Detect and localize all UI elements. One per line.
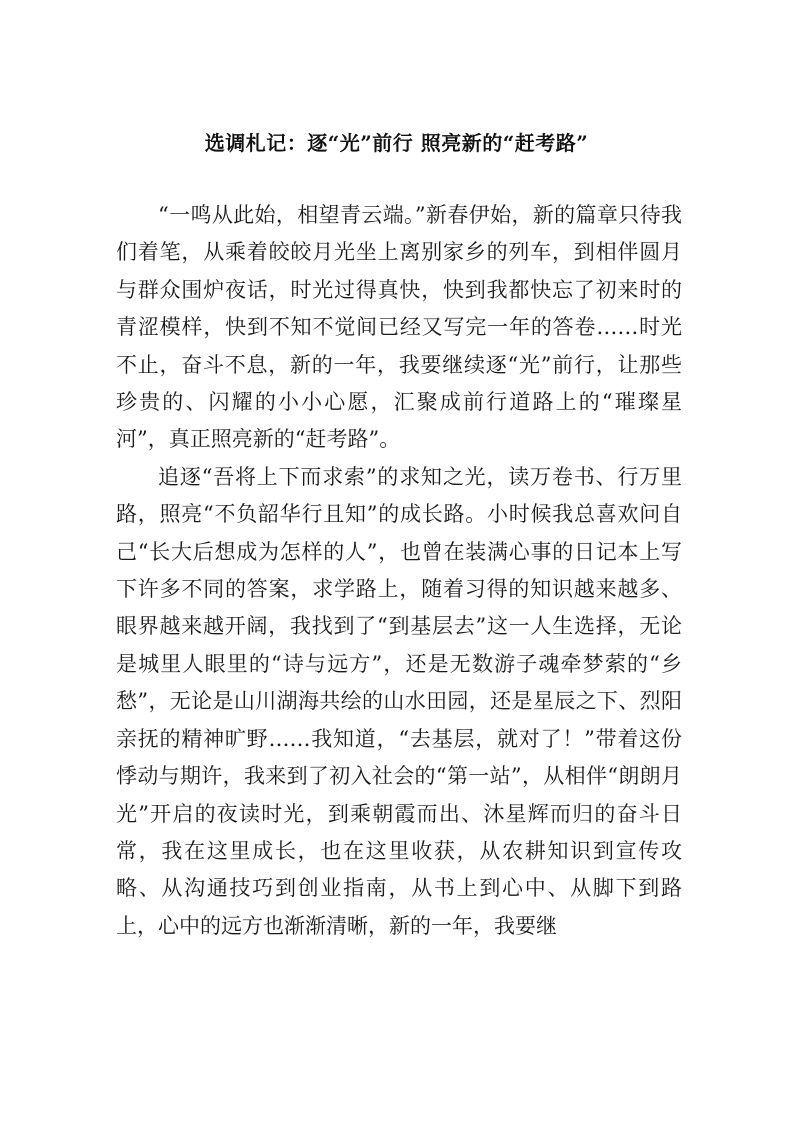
paragraph-2: 追逐“吾将上下而求索”的求知之光，读万卷书、行万里路，照亮“不负韶华行且知”的成长路。小时候我总喜欢问自己“长大后想成为怎样的人”，也曾在装满心事的日记本上写下许多不同的答案，求学路上，随着习得的知识越来越多、眼界越来越开阔，我找到了“到基层去”这一人生选择，无论是城里人眼里的“诗与远方”，还是无数游子魂牵梦萦的“乡愁”，无论是山川湖海共绘的山水田园，还是星辰之下、烈阳亲抚的精神旷野……我知道，“去基层，就对了！”带着这份悸动与期许，我来到了初入社会的“第一站”，从相伴“朗朗月光”开启的夜读时光，到乘朝霞而出、沐星辉而归的奋斗日常，我在这里成长，也在这里收获，从农耕知识到宣传攻略、从沟通技巧到创业指南，从书上到心中、从脚下到路上，心中的远方也渐渐清晰，新的一年，我要继: [116, 464, 682, 938]
document-title: 选调札记：逐“光”前行 照亮新的“赶考路”: [204, 131, 589, 155]
paragraph-1: “一鸣从此始，相望青云端。”新春伊始，新的篇章只待我们着笔，从乘着皎皎月光坐上离别家乡的列车，到相伴圆月与群众围炉夜话，时光过得真快，快到我都快忘了初来时的青涩模样，快到不知不觉间已经又写完一年的答卷……时光不止，奋斗不息，新的一年，我要继续逐“光”前行，让那些珍贵的、闪耀的小小心愿，汇聚成前行道路上的“璀璨星河”，真正照亮新的“赶考路”。: [116, 203, 682, 452]
document-body: [116, 197, 682, 945]
